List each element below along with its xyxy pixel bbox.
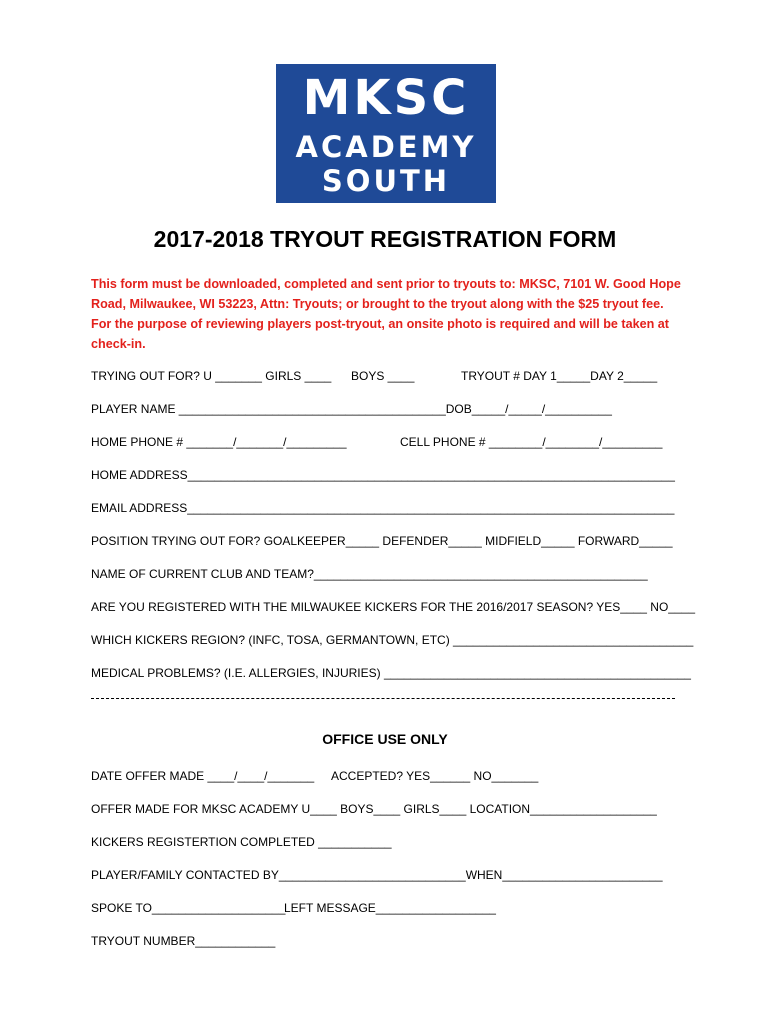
dashed-divider <box>91 698 675 699</box>
tryout-day-field[interactable]: TRYOUT # DAY 1_____DAY 2_____ <box>461 369 658 383</box>
notice-line-2: Road, Milwaukee, WI 53223, Attn: Tryouts; or brought to the tryout along with the $25 tryout fee. <box>91 297 664 311</box>
offer-made-field[interactable]: OFFER MADE FOR MKSC ACADEMY U____ BOYS____ GIRLS____ LOCATION___________________ <box>91 802 657 816</box>
tryout-number-field[interactable]: TRYOUT NUMBER____________ <box>91 934 276 948</box>
email-address-field[interactable]: EMAIL ADDRESS_________________________________________________________________________ <box>91 501 675 515</box>
logo-line-1: MKSC <box>302 70 470 126</box>
mksc-academy-south-logo <box>276 64 496 203</box>
cell-phone-field[interactable]: CELL PHONE # ________/________/_________ <box>400 435 663 449</box>
form-title: 2017-2018 TRYOUT REGISTRATION FORM <box>153 226 617 252</box>
spoke-to-field[interactable]: SPOKE TO____________________ <box>91 901 286 915</box>
boys-field[interactable]: BOYS ____ <box>351 369 415 383</box>
trying-out-for-field[interactable]: TRYING OUT FOR? U _______ GIRLS ____ <box>91 369 332 383</box>
instructions-notice <box>91 274 691 354</box>
home-address-field[interactable]: HOME ADDRESS_________________________________________________________________________ <box>91 468 675 482</box>
player-name-field[interactable]: PLAYER NAME ________________________________________DOB_____/_____/__________ <box>91 402 612 416</box>
date-offer-field[interactable]: DATE OFFER MADE ____/____/_______ <box>91 769 315 783</box>
club-team-field[interactable]: NAME OF CURRENT CLUB AND TEAM?__________________________________________________ <box>91 567 648 581</box>
registered-field[interactable]: ARE YOU REGISTERED WITH THE MILWAUKEE KICKERS FOR THE 2016/2017 SEASON? YES____ NO____ <box>91 600 695 614</box>
logo-line-3: SOUTH <box>321 164 451 198</box>
contacted-by-field[interactable]: PLAYER/FAMILY CONTACTED BY____________________________WHEN________________________ <box>91 868 663 882</box>
home-phone-field[interactable]: HOME PHONE # _______/_______/_________ <box>91 435 347 449</box>
office-use-heading: OFFICE USE ONLY <box>322 731 448 747</box>
logo-line-2: ACADEMY <box>295 130 477 164</box>
notice-line-4: check-in. <box>91 337 146 351</box>
accepted-field[interactable]: ACCEPTED? YES______ NO_______ <box>331 769 539 783</box>
kickers-region-field[interactable]: WHICH KICKERS REGION? (INFC, TOSA, GERMANTOWN, ETC) ____________________________________ <box>91 633 694 647</box>
notice-line-3: For the purpose of reviewing players post-tryout, an onsite photo is required and will be taken at <box>91 317 669 331</box>
kickers-registration-field[interactable]: KICKERS REGISTERTION COMPLETED ___________ <box>91 835 392 849</box>
position-field[interactable]: POSITION TRYING OUT FOR? GOALKEEPER_____ DEFENDER_____ MIDFIELD_____ FORWARD_____ <box>91 534 673 548</box>
left-message-field[interactable]: LEFT MESSAGE__________________ <box>284 901 496 915</box>
notice-line-1: This form must be downloaded, completed and sent prior to tryouts to: MKSC, 7101 W. Good Hope <box>91 277 681 291</box>
medical-problems-field[interactable]: MEDICAL PROBLEMS? (I.E. ALLERGIES, INJURIES) ______________________________________________ <box>91 666 691 680</box>
